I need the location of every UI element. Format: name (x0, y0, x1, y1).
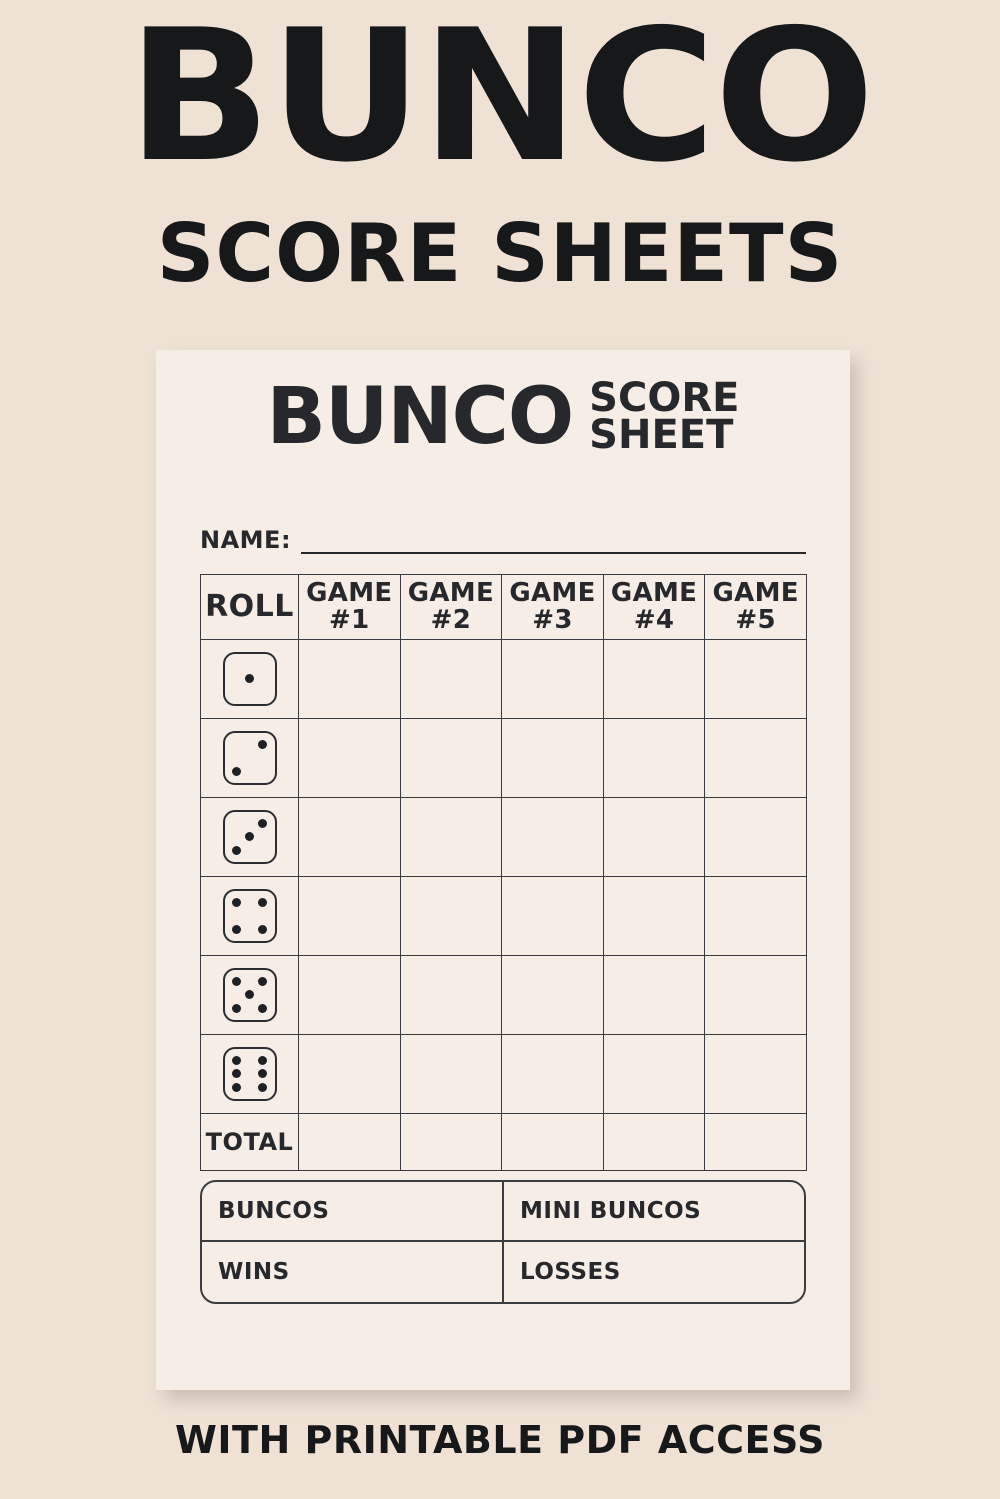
score-cell-r1-g2[interactable] (400, 640, 502, 719)
column-header-game-4-line1: GAME (610, 578, 698, 609)
total-cell-g3[interactable] (502, 1114, 604, 1171)
score-cell-r2-g1[interactable] (299, 719, 401, 798)
die-pip (258, 1083, 267, 1092)
die-pip (232, 767, 241, 776)
column-header-game-1-line2: #1 (329, 605, 370, 635)
die-pip (232, 1083, 241, 1092)
die-pip (258, 819, 267, 828)
score-cell-r3-g3[interactable] (502, 798, 604, 877)
column-header-game-3-line2: #3 (532, 605, 573, 635)
score-table (200, 574, 807, 1171)
column-header-game-1 (299, 575, 401, 640)
page-footer: WITH PRINTABLE PDF ACCESS (174, 1418, 826, 1462)
table-row (201, 877, 807, 956)
tally-cell-mini-buncos[interactable]: MINI BUNCOS (520, 1198, 702, 1224)
page-title: BUNCO (127, 0, 873, 202)
tally-box (200, 1180, 806, 1304)
score-cell-r6-g2[interactable] (400, 1035, 502, 1114)
score-cell-r4-g2[interactable] (400, 877, 502, 956)
tally-row-wins (202, 1242, 804, 1302)
name-input[interactable] (301, 532, 806, 554)
score-cell-r5-g2[interactable] (400, 956, 502, 1035)
die-four-icon (223, 889, 277, 943)
score-cell-r2-g4[interactable] (603, 719, 705, 798)
column-header-game-5 (705, 575, 807, 640)
table-header-row (201, 575, 807, 640)
score-cell-r5-g4[interactable] (603, 956, 705, 1035)
total-cell-g4[interactable] (603, 1114, 705, 1171)
tally-cell-buncos[interactable]: BUNCOS (202, 1182, 504, 1240)
sheet-heading (156, 372, 850, 462)
score-cell-r4-g3[interactable] (502, 877, 604, 956)
column-header-game-2-line2: #2 (430, 605, 472, 635)
score-cell-r5-g1[interactable] (299, 956, 401, 1035)
sheet-heading-big: BUNCO (266, 372, 574, 462)
die-pip (232, 1069, 241, 1078)
score-cell-r4-g5[interactable] (705, 877, 807, 956)
score-cell-r2-g5[interactable] (705, 719, 807, 798)
name-label: NAME: (200, 526, 292, 554)
die-six-icon (223, 1047, 277, 1101)
die-pip (258, 925, 267, 934)
roll-label-2 (201, 719, 299, 798)
roll-label-4 (201, 877, 299, 956)
die-pip (232, 1056, 241, 1065)
die-pip (258, 977, 267, 986)
die-pip (232, 846, 241, 855)
die-pip (232, 1004, 241, 1013)
total-cell-g1[interactable] (299, 1114, 401, 1171)
column-header-game-5-line1: GAME (712, 578, 799, 609)
table-row (201, 719, 807, 798)
roll-label-5 (201, 956, 299, 1035)
score-cell-r3-g2[interactable] (400, 798, 502, 877)
column-header-game-1-line1: GAME (306, 578, 393, 609)
die-two-icon (223, 731, 277, 785)
roll-label-3 (201, 798, 299, 877)
column-header-game-5-line2: #5 (735, 605, 776, 635)
table-row (201, 956, 807, 1035)
sheet-heading-small-line2: SHEET (589, 412, 734, 458)
table-row (201, 1035, 807, 1114)
score-cell-r5-g5[interactable] (705, 956, 807, 1035)
score-cell-r1-g4[interactable] (603, 640, 705, 719)
tally-cell-wins[interactable]: WINS (202, 1242, 504, 1302)
sheet-heading-small-line1: SCORE (589, 375, 740, 422)
die-pip (258, 1056, 267, 1065)
score-cell-r1-g1[interactable] (299, 640, 401, 719)
die-pip (258, 740, 267, 749)
score-cell-r2-g3[interactable] (502, 719, 604, 798)
column-header-game-4-line2: #4 (633, 605, 675, 635)
score-cell-r6-g5[interactable] (705, 1035, 807, 1114)
score-cell-r6-g3[interactable] (502, 1035, 604, 1114)
die-pip (232, 977, 241, 986)
column-header-game-2-line1: GAME (407, 578, 495, 609)
tally-cell-losses[interactable]: LOSSES (520, 1259, 621, 1285)
page-subtitle: SCORE SHEETS (156, 207, 844, 300)
total-label: TOTAL (201, 1114, 299, 1171)
name-row (200, 526, 806, 554)
total-cell-g2[interactable] (400, 1114, 502, 1171)
score-cell-r5-g3[interactable] (502, 956, 604, 1035)
column-header-game-4 (603, 575, 705, 640)
score-cell-r1-g3[interactable] (502, 640, 604, 719)
score-cell-r4-g4[interactable] (603, 877, 705, 956)
die-pip (245, 674, 254, 683)
die-five-icon (223, 968, 277, 1022)
sheet-heading-small (589, 375, 740, 458)
column-header-roll: ROLL (201, 575, 299, 640)
die-pip (258, 898, 267, 907)
column-header-game-2 (400, 575, 502, 640)
score-cell-r6-g4[interactable] (603, 1035, 705, 1114)
score-cell-r3-g5[interactable] (705, 798, 807, 877)
column-header-game-3 (502, 575, 604, 640)
die-one-icon (223, 652, 277, 706)
die-pip (258, 1004, 267, 1013)
table-row (201, 798, 807, 877)
die-pip (245, 832, 254, 841)
score-cell-r3-g1[interactable] (299, 798, 401, 877)
die-pip (245, 990, 254, 999)
score-cell-r2-g2[interactable] (400, 719, 502, 798)
roll-label-1 (201, 640, 299, 719)
score-sheet-card (156, 350, 850, 1390)
score-cell-r4-g1[interactable] (299, 877, 401, 956)
die-pip (232, 925, 241, 934)
table-row (201, 640, 807, 719)
tally-row-buncos (202, 1182, 804, 1242)
die-pip (232, 898, 241, 907)
die-three-icon (223, 810, 277, 864)
table-total-row (201, 1114, 807, 1171)
score-cell-r6-g1[interactable] (299, 1035, 401, 1114)
score-cell-r3-g4[interactable] (603, 798, 705, 877)
die-pip (258, 1069, 267, 1078)
column-header-game-3-line1: GAME (509, 578, 596, 609)
total-cell-g5[interactable] (705, 1114, 807, 1171)
score-cell-r1-g5[interactable] (705, 640, 807, 719)
roll-label-6 (201, 1035, 299, 1114)
